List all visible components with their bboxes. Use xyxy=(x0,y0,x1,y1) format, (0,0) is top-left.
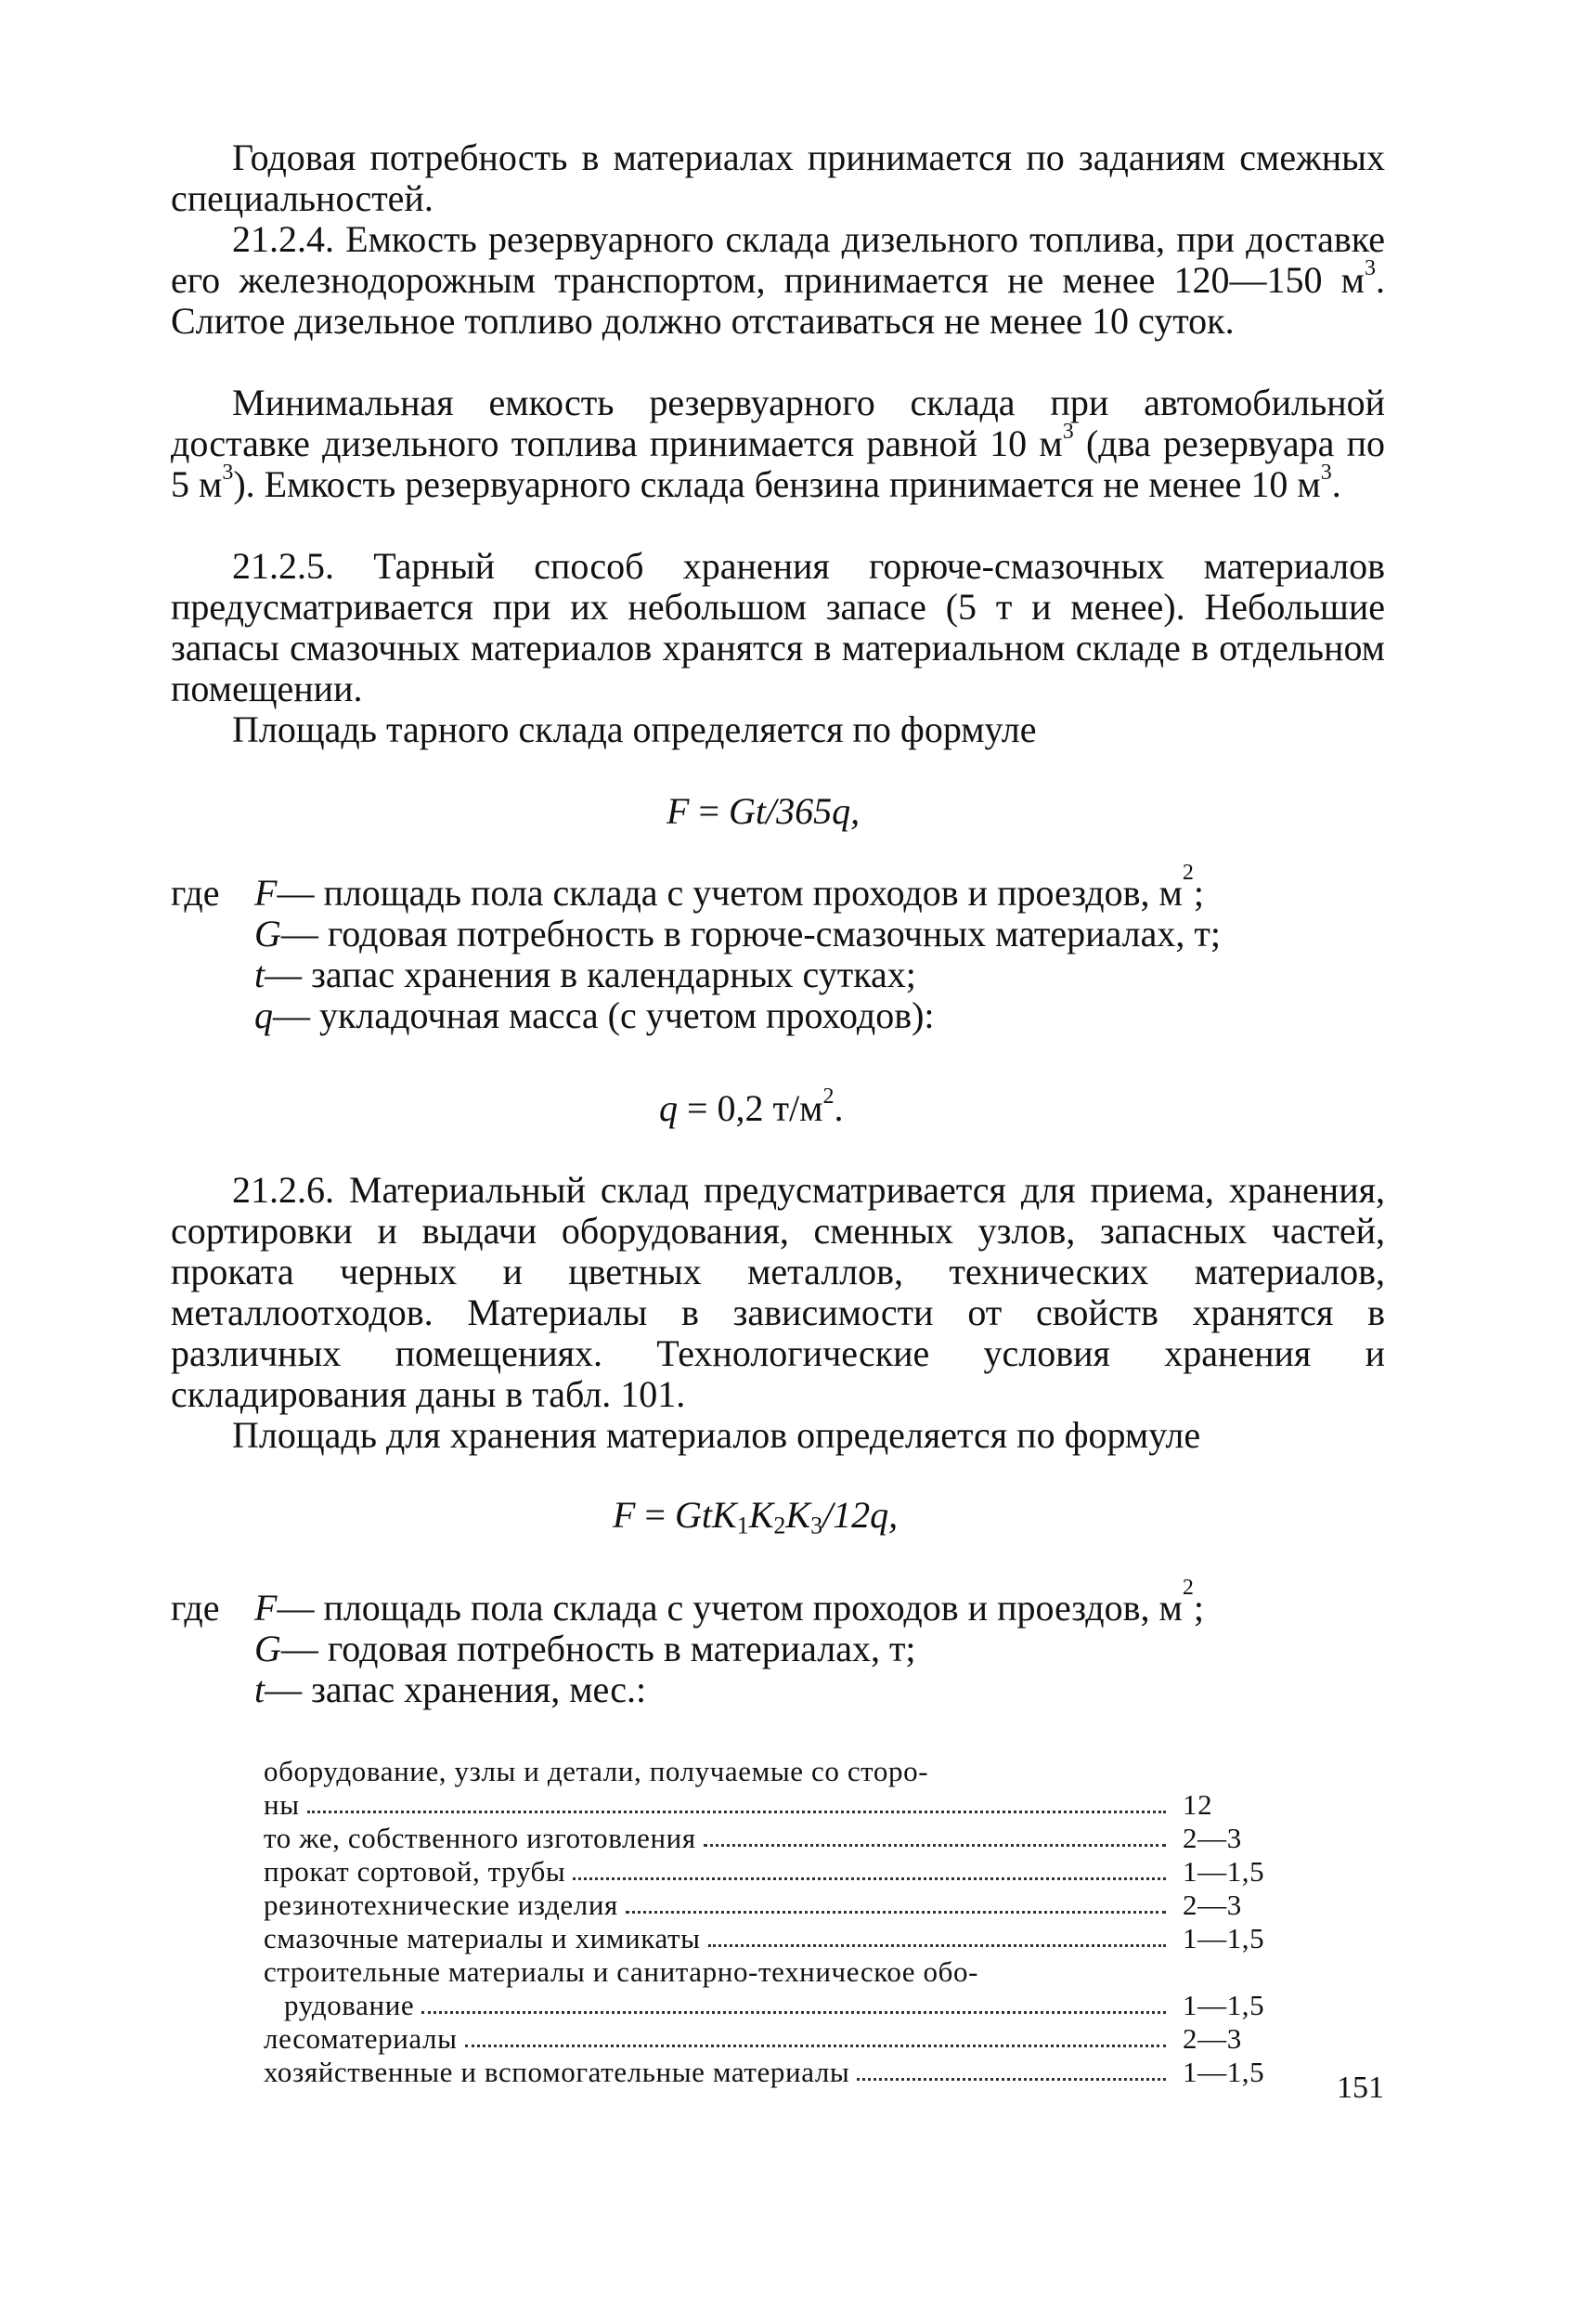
leader-dots xyxy=(708,1944,1166,1947)
list-item: рудование 1—1,5 xyxy=(284,1989,1265,2021)
page-number: 151 xyxy=(1337,2071,1384,2105)
formula-tare-area: F = Gt/365q, xyxy=(667,790,861,832)
legend-item-G: G — годовая потребность в горюче-смазочных материалах, т; xyxy=(254,913,1221,954)
list-item: смазочные материалы и химикаты 1—1,5 xyxy=(264,1922,1265,1954)
paragraph-tare-formula-intro: Площадь тарного склада определяется по формуле xyxy=(232,708,1037,750)
paragraph-21-2-6: 21.2.6. Материальный склад предусматривается для приема, хранения, сортировки и выдачи оборудования, сменных узлов, запасных частей, проката черных и цветных металлов, технических материалов, металлоотходов. Материалы в зависимости от свойств хранятся в различных помещениях. Технологические условия хранения и складирования даны в табл. 101. xyxy=(171,1169,1385,1415)
legend-item-F: где F — площадь пола склада с учетом проходов и проездов, м 2 ; xyxy=(171,861,1204,914)
leader-dots xyxy=(421,2011,1166,2014)
formula-material-area: $F = GtK_1K_2K_3/12q$, xyxy=(613,1494,899,1539)
leader-dots xyxy=(465,2045,1166,2047)
storage-period-list xyxy=(264,1755,1285,2089)
leader-dots xyxy=(857,2078,1166,2081)
legend-material-formula xyxy=(171,1576,1405,1710)
paragraph-21-2-5: 21.2.5. Тарный способ хранения горюче-смазочных материалов предусматривается при их небольшом запасе (5 т и менее). Небольшие запасы смазочных материалов хранятся в материальном складе в отдельном помещении. xyxy=(171,545,1385,709)
leader-dots xyxy=(704,1844,1166,1847)
paragraph-min-capacity: Минимальная емкость резервуарного склада при автомобильной доставке дизельного топлива принимается равной 10 $м^3$ (два резервуара по 5 $м^3$). Емкость резервуарного склада бензина принимается не менее 10 $м^3$. xyxy=(171,382,1385,505)
legend-item-t: t — запас хранения в календарных сутках; xyxy=(254,954,916,995)
legend-item-t: t — запас хранения, мес.: xyxy=(254,1668,647,1710)
paragraph-annual-demand: Годовая потребность в материалах принимается по заданиям смежных специальностей. xyxy=(171,136,1385,219)
leader-dots xyxy=(307,1811,1166,1813)
formula-stacking-mass: q = 0,2 $т/м^2$. xyxy=(659,1084,844,1129)
list-item: строительные материалы и санитарно-техническое обо- xyxy=(264,1955,978,1988)
list-item: прокат сортовой, трубы 1—1,5 xyxy=(264,1855,1265,1888)
legend-tare-formula xyxy=(171,861,1405,1036)
list-item: ны 12 xyxy=(264,1788,1213,1821)
list-item: хозяйственные и вспомогательные материалы 1—1,5 xyxy=(264,2056,1265,2088)
list-item: то же, собственного изготовления 2—3 xyxy=(264,1822,1242,1854)
legend-item-G: G — годовая потребность в материалах, т; xyxy=(254,1628,916,1669)
legend-item-F: где F — площадь пола склада с учетом проходов и проездов, м 2 ; xyxy=(171,1576,1204,1629)
paragraph-material-formula-intro: Площадь для хранения материалов определяется по формуле xyxy=(232,1414,1201,1456)
leader-dots xyxy=(626,1911,1166,1914)
leader-dots xyxy=(573,1877,1166,1880)
legend-item-q: q — укладочная масса (с учетом проходов): xyxy=(254,994,935,1036)
paragraph-21-2-4: 21.2.4. Емкость резервуарного склада дизельного топлива, при доставке его железнодорожным транспортом, принимается не менее 120—150 $м^3$. Слитое дизельное топливо должно отстаиваться не менее 10 суток. xyxy=(171,218,1385,342)
list-item: лесоматериалы 2—3 xyxy=(264,2022,1242,2055)
list-item: оборудование, узлы и детали, получаемые со сторо- xyxy=(264,1755,929,1787)
list-item: резинотехнические изделия 2—3 xyxy=(264,1889,1242,1921)
